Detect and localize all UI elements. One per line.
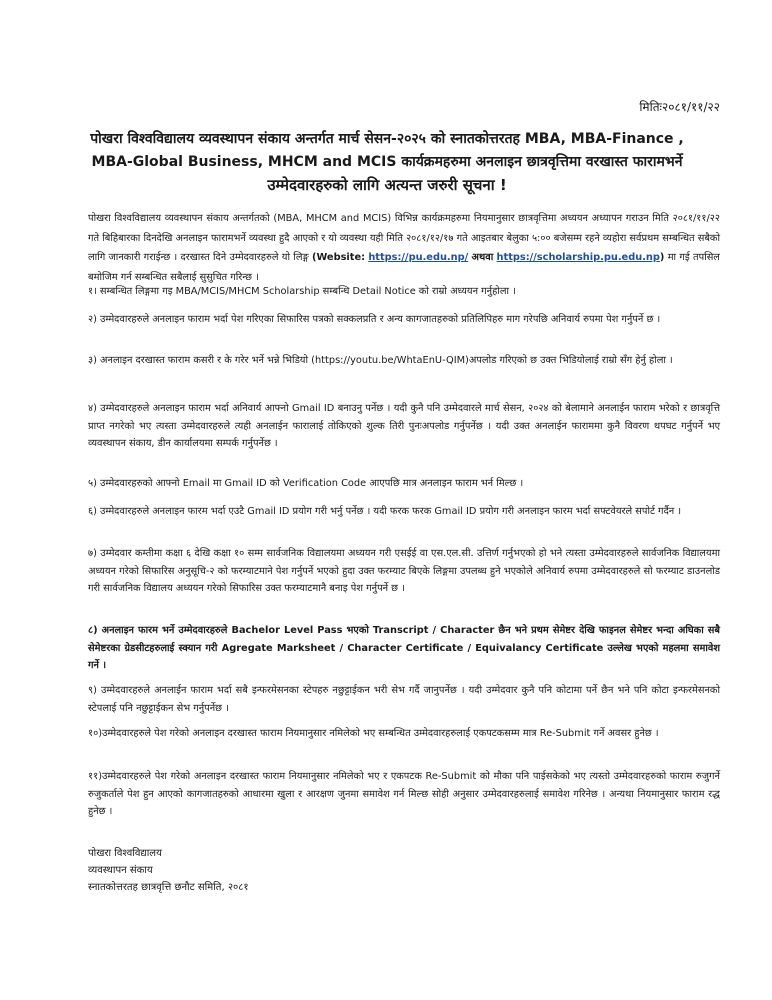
list-item: ८) अनलाइन फारम भर्ने उम्मेदवारहरुले Bachelor Level Pass भएको Transcript / Character छैन भने प्रथम सेमेष्टर देखि फाइनल सेमेष्टर भन्दा अघिका सबै सेमेष्टरका ग्रेडसीटहरुलाई स्क्यान गरी Agregate Marksheet / Character Certificate / Equivalancy Certificate उल्लेख भएको महलमा समावेश गर्ने ।	[88, 625, 720, 671]
notice-title	[62, 128, 712, 197]
signature-line-3: स्नातकोत्तरतह छात्रवृत्ति छनौट समिति, २०८१	[88, 882, 249, 893]
list-item: ११)उम्मेदवारहरुले पेश गरेको अनलाइन दरखास्त फाराम नियमानुसार नमिलेको भए र एकपटक Re-Submit को मौका पनि पाईसकेको भए त्यस्तो उम्मेदवारहरुको फाराम रुजुगर्ने रुजुकर्ताले पेश हुन आएको कागजातहरुको आधारमा खुला र आरक्षण जुनमा समावेश गर्न मिल्छ सोही अनुसार उम्मेदवारहरुलाई समावेश गरिनेछ । अन्यथा नियमानुसार फाराम रद्ध हुनेछ ।	[88, 771, 720, 817]
notice-date: मितिः२०८१/११/२२	[639, 100, 720, 114]
signature-line-1: पोखरा विश्वविद्यालय	[88, 848, 162, 859]
intro-tail: मा गई तपसिल बमोजिम गर्न सम्बन्धित सबैलाई सुसुचित गरिन्छ ।	[88, 252, 720, 283]
list-item: २) उम्मेदवारहरुले अनलाइन फाराम भर्दा पेश गरिएका सिफारिस पत्रको सक्कलप्रति र अन्य कागजातहरुको प्रतिलिपिहरु माग गरेपछि अनिवार्य रुपमा पेश गर्नुपर्ने छ ।	[88, 314, 661, 325]
list-item: १। सम्बन्धित लिङ्गमा गइ MBA/MCIS/MHCM Scholarship सम्बन्धि Detail Notice को राम्रो अध्ययन गर्नुहोला ।	[88, 286, 516, 297]
pu-website-link[interactable]: https://pu.edu.np/	[368, 252, 469, 263]
list-item: ९) उम्मेदवारहरुले अनलाईन फाराम भर्दा सबै इन्फरमेसनका स्टेपहरु नछुट्टाईकन भरी सेभ गर्दै जानुपर्नेछ । यदी उम्मेदवार कुनै पनि कोटामा पर्ने छैन भने पनि कोटा इन्फरमेसनको स्टेपलाई पनि नछुट्टाईकन सेभ गर्नुपर्नेछ ।	[88, 685, 720, 714]
list-item: ५) उम्मेदवारहरुको आफ्नो Email मा Gmail ID को Verification Code आएपछि मात्र अनलाइन फाराम भर्न मिल्छ ।	[88, 478, 524, 489]
website-close: )	[659, 252, 665, 263]
website-label: (Website:	[312, 252, 366, 263]
or-text: अथवा	[471, 252, 494, 263]
title-line-3: उम्मेदवारहरुको लागि अत्यन्त जरुरी सूचना !	[267, 176, 507, 194]
list-item: ४) उम्मेदवारहरुले अनलाइन फाराम भर्दा अनिवार्य आफ्नो Gmail ID बनाउनु पर्नेछ । यदी कुनै पनि उम्मेदवारले मार्च सेसन, २०२४ को बेलामाने अनलाईन फाराम भरेको र छात्रवृत्ति प्राप्त नगरेको भए त्यस्ता उम्मेदवारहरुले त्यही अनलाईन फारालाई तोकिएको शुल्क तिरी पुनःअपलोड गर्नुपर्नेछ । यदी उक्त अनलाईन फाराममा कुनै विवरण थपघट गर्नुपर्ने भए व्यवस्थापन संकाय, डीन कार्यालयमा सम्पर्क गर्नुपर्नेछ ।	[88, 403, 720, 449]
scholarship-website-link[interactable]: https://scholarship.pu.edu.np	[496, 252, 660, 263]
list-item: ७) उम्मेदवार कम्तीमा कक्षा ६ देखि कक्षा १० सम्म सार्वजनिक विद्यालयमा अध्ययन गरी एसईई वा एस.एल.सी. उत्तिर्ण गर्नुभएको हो भने त्यस्ता उम्मेदवारहरुले सार्वजनिक विद्यालयमा अध्ययन गरेको सिफारिस अनुसूचि-२ को फरम्याटमाने पेश गर्नुपर्ने भएको हुदा उक्त फरम्याट बिएके लिङ्गमा उपलब्ध हुने भएकोले अनिवार्य रुपमा उम्मेदवारहरुले सो फरम्याट डाउनलोड गरी सार्वजनिक विद्यालय अध्ययन गरेको सिफारिस उक्त फरम्याटमानै बनाइ पेश गर्नुपर्ने छ ।	[88, 548, 720, 594]
title-line-2: MBA-Global Business, MHCM and MCIS कार्यक्रमहरुमा अनलाइन छात्रवृत्तिमा वरखास्त फारामभर्ने	[91, 154, 683, 170]
intro-text: पोखरा विश्वविद्यालय व्यवस्थापन संकाय अन्तर्गतको (MBA, MHCM and MCIS) विभिन्न कार्यक्रमहरुमा नियमानुसार छात्रवृत्तिमा अध्ययन अध्यापन गराउन मिति २०८१/११/२२ गते बिहिबारका दिनदेखि अनलाइन फारामभर्ने व्यवस्था हुदै आएको र यो व्यवस्था यही मिति २०८१/१२/१७ गते आइतबार बेलुका ५:०० बजेसम्म रहने व्यहोरा सर्वप्रथम सम्बन्धित सबैको लागि जानकारी गराईन्छ । दरखास्त दिने उम्मेदवारहरुले यो लिङ्ग	[88, 213, 720, 263]
signature-line-2: व्यवस्थापन संकाय	[88, 865, 153, 876]
list-item: ३) अनलाइन दरखास्त फाराम कसरी र के गरेर भर्ने भन्ने भिडियो (https://youtu.be/WhtaEnU-QIM)अपलोड गरिएको छ उक्त भिडियोलाई राम्रो सँग हेर्नु होला ।	[88, 355, 673, 366]
signature-block	[88, 845, 249, 896]
intro-paragraph	[88, 209, 720, 287]
list-item: ६) उम्मेदवारहरुले अनलाइन फारम भर्दा एउटै Gmail ID प्रयोग गरी भर्नु पर्नेछ । यदी फरक फरक Gmail ID प्रयोग गरी अनलाइन फारम भर्दा सफ्टवेयरले सपोर्ट गर्दैन ।	[88, 506, 682, 517]
list-item: १०)उम्मेदवारहरुले पेश गरेको अनलाइन दरखास्त फाराम नियमानुसार नमिलेको भए सम्बन्धित उम्मेदवारहरुलाई एकपटकसम्म मात्र Re-Submit गर्ने अवसर हुनेछ ।	[88, 728, 659, 739]
title-line-1: पोखरा विश्वविद्यालय व्यवस्थापन संकाय अन्तर्गत मार्च सेसन-२०२५ को स्नातकोत्तरतह MBA, MBA-Finance ,	[90, 131, 684, 147]
